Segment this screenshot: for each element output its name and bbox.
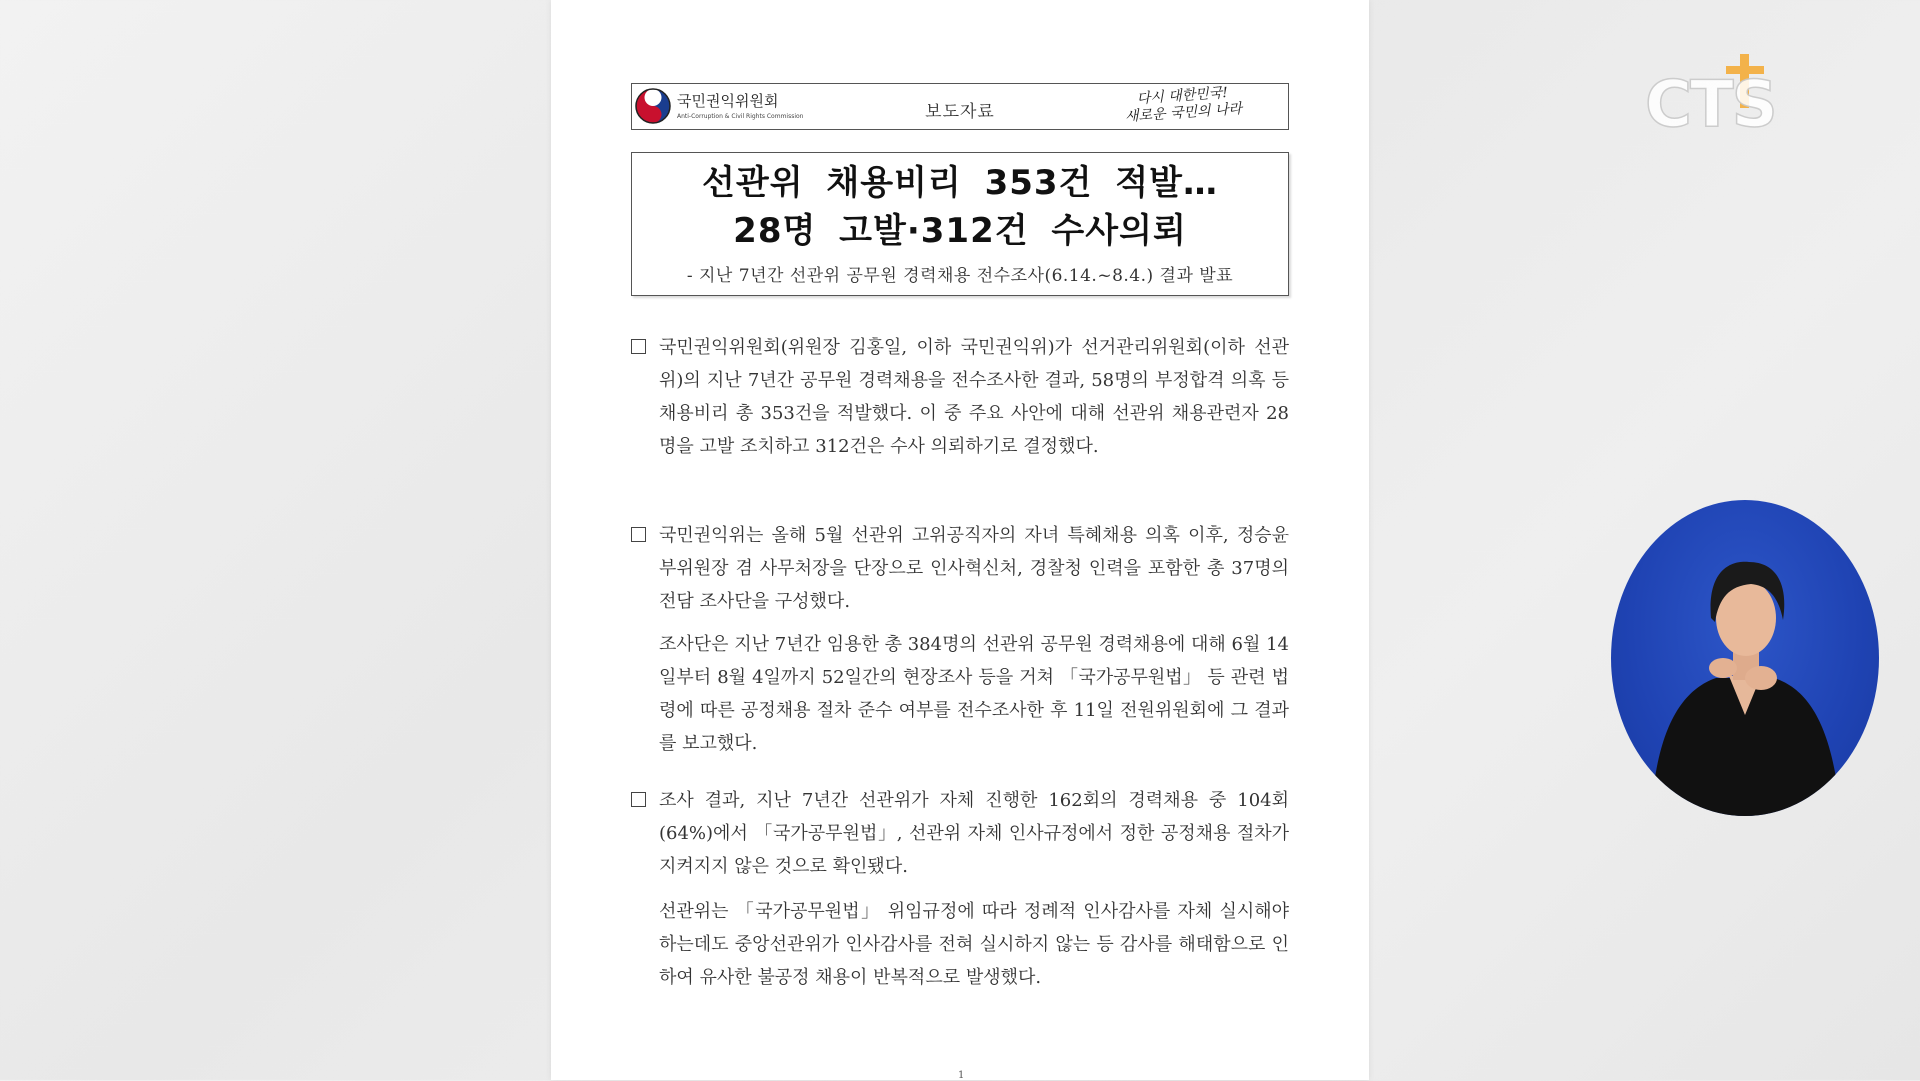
paragraph-text: 국민권익위원회(위원장 김홍일, 이하 국민권익위)가 선거관리위원회(이하 선관위)의 지난 7년간 공무원 경력채용을 전수조사한 결과, 58명의 부정합격 의혹 등 채용비리 총 353건을 적발했다. 이 중 주요 사안에 대해 선관위 채용관련자 28명을 고발 조치하고 312건은 수사 의뢰하기로 결정했다. (659, 337, 1289, 457)
paragraph-text: 선관위는 「국가공무원법」 위임규정에 따라 정례적 인사감사를 자체 실시해야 하는데도 중앙선관위가 인사감사를 전혀 실시하지 않는 등 감사를 해태함으로 인하여 유사한 불공정 채용이 반복적으로 발생했다. (659, 901, 1289, 988)
interpreter-figure (1611, 500, 1879, 816)
page-number: 1 (958, 1070, 965, 1081)
org-name: 국민권익위원회 (677, 92, 779, 110)
slogan-line-2: 새로운 국민의 나라 (1124, 100, 1243, 126)
cts-logo (1645, 52, 1785, 142)
document-header (631, 83, 1289, 130)
headline-line-2: 28명 고발·312건 수사의뢰 (733, 211, 1187, 251)
paragraph-text: 조사단은 지난 7년간 임용한 총 384명의 선관위 공무원 경력채용에 대해 6월 14일부터 8월 4일까지 52일간의 현장조사 등을 거쳐 「국가공무원법」 등 관련 법령에 따른 공정채용 절차 준수 여부를 전수조사한 후 11일 전원위원회에 그 결과를 보고했다. (659, 634, 1289, 754)
checkbox-bullet-icon (631, 527, 646, 542)
org-name-english: Anti-Corruption & Civil Rights Commission (677, 113, 804, 120)
paragraph-text: 국민권익위는 올해 5월 선관위 고위공직자의 자녀 특혜채용 의혹 이후, 정승윤 부위원장 겸 사무처장을 단장으로 인사혁신처, 경찰청 인력을 포함한 총 37명의 전담 조사단을 구성했다. (659, 525, 1289, 612)
press-release-page[interactable] (551, 0, 1369, 1080)
paragraph-3-continued (631, 895, 1289, 994)
paragraph-3 (631, 784, 1289, 883)
headline-line-1: 선관위 채용비리 353건 적발… (702, 163, 1218, 203)
checkbox-bullet-icon (631, 339, 646, 354)
sign-language-interpreter-video (1611, 500, 1879, 816)
paragraph-1 (631, 331, 1289, 463)
paragraph-text: 조사 결과, 지난 7년간 선관위가 자체 진행한 162회의 경력채용 중 104회(64%)에서 「국가공무원법」, 선관위 자체 인사규정에서 정한 공정채용 절차가 지켜지지 않은 것으로 확인됐다. (659, 790, 1289, 877)
paragraph-2-continued (631, 628, 1289, 760)
headline-subtitle: - 지난 7년간 선관위 공무원 경력채용 전수조사(6.14.~8.4.) 결과 발표 (686, 266, 1234, 286)
checkbox-bullet-icon (631, 792, 646, 807)
slogan-line-1: 다시 대한민국! (1136, 84, 1229, 108)
headline-box (631, 152, 1289, 296)
cts-logo-text: CTS (1645, 68, 1776, 142)
paragraph-2 (631, 519, 1289, 618)
doc-type-label: 보도자료 (925, 102, 995, 122)
